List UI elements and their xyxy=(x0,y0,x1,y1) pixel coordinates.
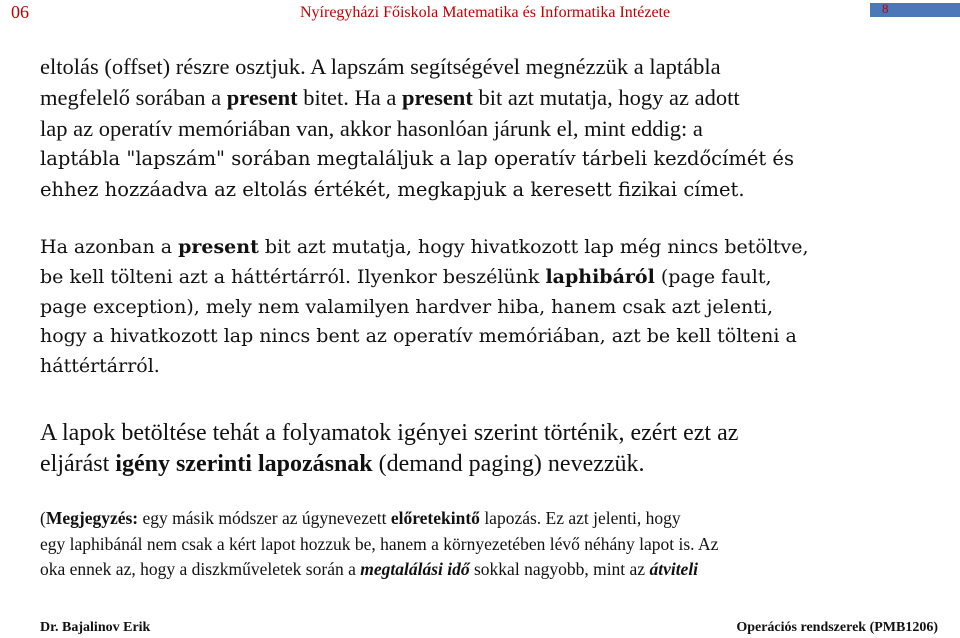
term-prefetch: előretekintő xyxy=(390,508,480,528)
text-run: bitet. Ha a xyxy=(297,84,402,110)
term-transfer: átviteli xyxy=(649,559,699,579)
text-line: hogy a hivatkozott lap nincs bent az operatív memóriában, azt be kell tölteni a xyxy=(40,325,797,348)
text-line: A lapok betöltése tehát a folyamatok igényei szerint történik, ezért ezt az xyxy=(40,420,739,446)
text-line xyxy=(40,233,940,263)
text-line xyxy=(40,263,940,293)
text-line: háttértárról. xyxy=(40,355,160,378)
term-time: idő xyxy=(447,559,470,579)
text-line: laptábla "lapszám" sorában megtaláljuk a lap operatív tárbeli kezdőcímét és xyxy=(40,147,794,171)
text-line xyxy=(40,449,940,480)
text-run: bit azt mutatja, hogy hivatkozott lap még nincs betöltve, xyxy=(258,236,809,258)
note-label: Megjegyzés: xyxy=(45,508,139,528)
text-line: page exception), mely nem valamilyen hardver hiba, hanem csak azt jelenti, xyxy=(40,295,773,318)
paragraph-3 xyxy=(40,418,940,479)
text-run: egy másik módszer az úgynevezett xyxy=(138,508,391,528)
term-present: present xyxy=(226,84,298,110)
term-present: present xyxy=(178,236,259,258)
slide-number: 06 xyxy=(0,0,40,24)
note-paragraph xyxy=(40,506,940,583)
term-demand-paging: igény szerinti lapozásnak xyxy=(115,450,373,477)
term-present: present xyxy=(401,84,473,110)
page-number: 8 xyxy=(882,1,889,16)
header-title: Nyíregyházi Főiskola Matematika és Informatika Intézete xyxy=(300,4,671,21)
text-run: Ha azonban a xyxy=(40,236,179,258)
term-seek: megtalálási xyxy=(360,559,443,579)
paragraph-2 xyxy=(40,233,940,382)
footer-author: Dr. Bajalinov Erik xyxy=(40,620,151,635)
text-run: (demand paging) nevezzük. xyxy=(372,450,645,477)
text-run: be kell tölteni azt a háttértárról. Ilyenkor beszélünk xyxy=(40,265,546,288)
text-run: eljárást xyxy=(40,450,116,477)
text-run: megfelelő sorában a xyxy=(40,84,227,110)
text-line: egy laphibánál nem csak a kért lapot hozzuk be, hanem a környezetében lévő néhány lapot is. Az xyxy=(40,533,719,554)
term-laphiba: laphibáról xyxy=(545,265,655,288)
text-run: (page fault, xyxy=(654,265,772,288)
text-run: oka ennek az, hogy a diszkműveletek során a xyxy=(40,559,361,579)
text-line: lap az operatív memóriában van, akkor hasonlóan járunk el, mint eddig: a xyxy=(40,115,703,141)
text-line xyxy=(40,506,940,532)
paragraph-1 xyxy=(40,52,940,206)
text-line xyxy=(40,83,940,114)
text-run: bit azt mutatja, hogy az adott xyxy=(472,84,740,110)
text-run: lapozás. Ez azt jelenti, hogy xyxy=(479,508,681,528)
text-line: ehhez hozzáadva az eltolás értékét, megkapjuk a keresett fizikai címet. xyxy=(40,178,745,202)
text-run: sokkal nagyobb, mint az xyxy=(469,559,650,579)
text-line xyxy=(40,557,940,583)
text-run: ( xyxy=(40,508,46,528)
footer-course: Operációs rendszerek (PMB1206) xyxy=(736,620,938,635)
text-line: eltolás (offset) részre osztjuk. A lapszám segítségével megnézzük a laptábla xyxy=(40,54,721,79)
